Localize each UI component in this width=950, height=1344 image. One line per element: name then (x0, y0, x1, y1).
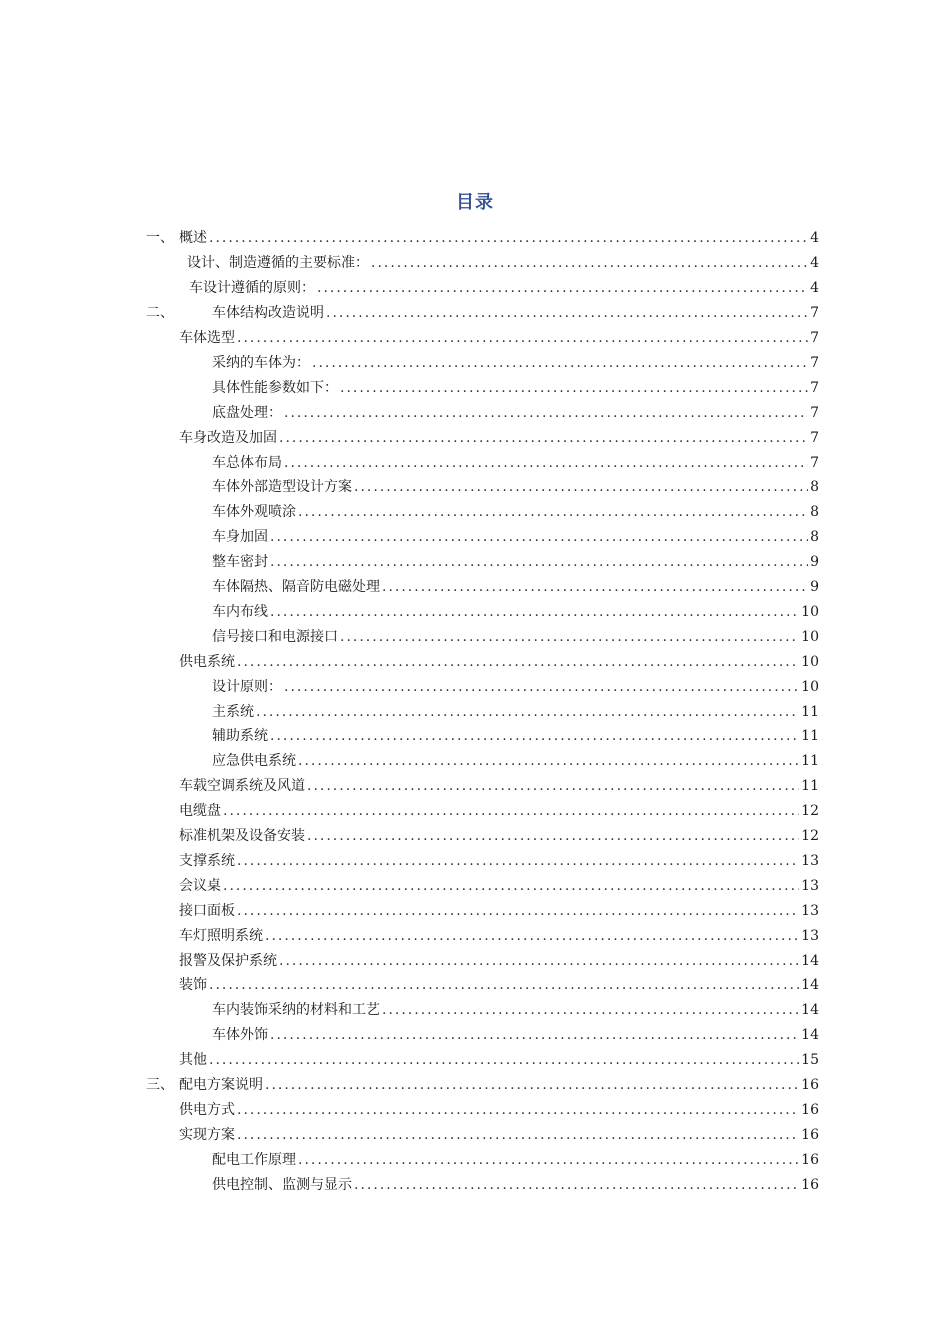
toc-entry[interactable] (0, 1147, 950, 1172)
toc-entry-number: 一、 (146, 230, 174, 247)
toc-entry[interactable] (0, 973, 950, 998)
toc-entry[interactable] (0, 1098, 950, 1123)
toc-entry-label: 车内装饰采纳的材料和工艺 (212, 1002, 380, 1019)
toc-entry[interactable] (0, 849, 950, 874)
dot-leader (298, 505, 808, 519)
toc-entry-line (212, 530, 819, 544)
toc-entry-line (212, 306, 819, 320)
toc-entry-label: 车体结构改造说明 (212, 305, 324, 322)
toc-entry-line (212, 1178, 819, 1192)
toc-entry[interactable] (0, 948, 950, 973)
toc-entry[interactable] (0, 624, 950, 649)
toc-entry-page-number: 10 (801, 628, 819, 645)
toc-entry-line (212, 729, 819, 743)
toc-entry-line (212, 680, 819, 694)
toc-entry-page-number: 10 (801, 653, 819, 670)
toc-entry[interactable] (0, 475, 950, 500)
toc-entry-line (179, 879, 819, 893)
dot-leader (317, 281, 808, 295)
toc-entry[interactable] (0, 351, 950, 376)
toc-entry-label: 应急供电系统 (212, 753, 296, 770)
toc-entry-label: 会议桌 (179, 877, 221, 894)
toc-entry[interactable] (0, 898, 950, 923)
toc-entry-label: 装饰 (179, 977, 207, 994)
toc-entry-label: 车身加固 (212, 529, 268, 546)
toc-entry-page-number: 7 (810, 354, 819, 371)
toc-entry-number: 二、 (146, 305, 174, 322)
toc-entry-label: 车体外观喷涂 (212, 504, 296, 521)
toc-entry[interactable] (0, 774, 950, 799)
dot-leader (223, 879, 799, 893)
toc-entry-label: 设计原则： (212, 678, 282, 695)
toc-entry-label: 实现方案 (179, 1126, 235, 1143)
toc-entry-page-number: 4 (810, 280, 819, 297)
toc-entry-line (212, 1153, 819, 1167)
toc-entry-label: 车体外部造型设计方案 (212, 479, 352, 496)
toc-entry-page-number: 10 (801, 603, 819, 620)
toc-entry[interactable] (0, 276, 950, 301)
toc-entry-line (179, 231, 819, 245)
page-title: 目录 (456, 192, 494, 213)
toc-entry-label: 设计、制造遵循的主要标准： (187, 255, 369, 272)
dot-leader (371, 256, 808, 270)
dot-leader (237, 1103, 799, 1117)
toc-entry-page-number: 8 (810, 479, 819, 496)
dot-leader (340, 381, 808, 395)
toc-entry-page-number: 11 (801, 778, 819, 795)
toc-entry-label: 辅助系统 (212, 728, 268, 745)
dot-leader (307, 829, 799, 843)
toc-entry-page-number: 9 (810, 554, 819, 571)
toc-entry-page-number: 7 (810, 454, 819, 471)
toc-entry-label: 底盘处理： (212, 404, 282, 421)
toc-entry-line (179, 929, 819, 943)
toc-entry-line (212, 381, 819, 395)
toc-entry-line (212, 630, 819, 644)
toc-entry-page-number: 10 (801, 678, 819, 695)
toc-entry-label: 供电控制、监测与显示 (212, 1176, 352, 1193)
toc-entry-page-number: 14 (801, 977, 819, 994)
toc-entry[interactable] (0, 724, 950, 749)
toc-entry[interactable] (0, 799, 950, 824)
toc-entry-page-number: 16 (801, 1077, 819, 1094)
toc-entry-page-number: 13 (801, 877, 819, 894)
toc-entry-page-number: 16 (801, 1101, 819, 1118)
dot-leader (312, 356, 808, 370)
dot-leader (265, 1078, 799, 1092)
toc-entry-line (179, 431, 819, 445)
toc-entry-line (179, 1103, 819, 1117)
toc-entry-line (179, 779, 819, 793)
toc-entry-label: 车总体布局 (212, 454, 282, 471)
dot-leader (382, 580, 808, 594)
dot-leader (265, 929, 799, 943)
toc-entry-line (212, 1028, 819, 1042)
toc-entry-line (179, 829, 819, 843)
toc-entry-page-number: 14 (801, 952, 819, 969)
toc-entry-label: 支撑系统 (179, 852, 235, 869)
dot-leader (284, 456, 808, 470)
dot-leader (223, 804, 799, 818)
toc-entry-label: 车体隔热、隔音防电磁处理 (212, 579, 380, 596)
toc-entry-page-number: 11 (801, 703, 819, 720)
toc-entry-label: 报警及保护系统 (179, 952, 277, 969)
toc-entry-page-number: 15 (801, 1052, 819, 1069)
toc-entry[interactable] (0, 600, 950, 625)
dot-leader (237, 1128, 799, 1142)
toc-entry-line (212, 505, 819, 519)
toc-entry-page-number: 9 (810, 579, 819, 596)
toc-entry-line (179, 954, 819, 968)
toc-entry-page-number: 7 (810, 330, 819, 347)
toc-entry[interactable] (0, 1048, 950, 1073)
toc-entry-page-number: 11 (801, 753, 819, 770)
toc-entry-label: 车身改造及加固 (179, 429, 277, 446)
dot-leader (237, 904, 799, 918)
toc-entry-page-number: 4 (810, 255, 819, 272)
toc-entry-page-number: 14 (801, 1027, 819, 1044)
toc-entry-page-number: 7 (810, 429, 819, 446)
toc-entry-label: 采纳的车体为： (212, 354, 310, 371)
toc-entry-label: 车内布线 (212, 603, 268, 620)
toc-entry[interactable] (0, 301, 950, 326)
toc-entry[interactable] (0, 226, 950, 251)
toc-entry-label: 主系统 (212, 703, 254, 720)
toc-entry-label: 车设计遵循的原则： (189, 280, 315, 297)
toc-entry-label: 车灯照明系统 (179, 927, 263, 944)
toc-entry-label: 具体性能参数如下： (212, 379, 338, 396)
toc-entry-line (179, 1078, 819, 1092)
toc-entry[interactable] (0, 251, 950, 276)
dot-leader (354, 1178, 799, 1192)
toc-entry-line (187, 256, 819, 270)
toc-entry-page-number: 8 (810, 529, 819, 546)
toc-entry-line (179, 1128, 819, 1142)
toc-entry[interactable] (0, 575, 950, 600)
toc-entry-line (212, 356, 819, 370)
toc-entry-page-number: 7 (810, 404, 819, 421)
dot-leader (298, 1153, 799, 1167)
toc-entry-line (212, 705, 819, 719)
toc-entry-page-number: 12 (801, 803, 819, 820)
toc-entry-page-number: 7 (810, 305, 819, 322)
toc-entry[interactable] (0, 500, 950, 525)
dot-leader (209, 978, 799, 992)
dot-leader (354, 480, 808, 494)
toc-entry[interactable] (0, 824, 950, 849)
toc-entry-line (179, 655, 819, 669)
toc-entry-label: 供电系统 (179, 653, 235, 670)
dot-leader (256, 705, 799, 719)
toc-entry-line (212, 480, 819, 494)
toc-entry[interactable] (0, 326, 950, 351)
toc-entry-line (189, 281, 819, 295)
toc-entry[interactable] (0, 998, 950, 1023)
toc-entry-page-number: 14 (801, 1002, 819, 1019)
dot-leader (270, 530, 808, 544)
toc-entry-label: 车体选型 (179, 330, 235, 347)
toc-entry-label: 标准机架及设备安装 (179, 828, 305, 845)
toc-entry-line (179, 804, 819, 818)
dot-leader (270, 1028, 799, 1042)
toc-entry[interactable] (0, 674, 950, 699)
dot-leader (209, 1053, 799, 1067)
dot-leader (307, 779, 799, 793)
dot-leader (237, 331, 808, 345)
toc-entry-line (179, 1053, 819, 1067)
toc-entry-label: 接口面板 (179, 902, 235, 919)
toc-entry-label: 概述 (179, 230, 207, 247)
toc-entry-label: 电缆盘 (179, 803, 221, 820)
toc-entry-line (179, 978, 819, 992)
toc-entry-page-number: 7 (810, 379, 819, 396)
dot-leader (284, 406, 808, 420)
toc-entry-label: 信号接口和电源接口 (212, 628, 338, 645)
toc-entry[interactable] (0, 450, 950, 475)
toc-entry-page-number: 16 (801, 1126, 819, 1143)
dot-leader (279, 954, 799, 968)
dot-leader (270, 605, 799, 619)
toc-entry-line (179, 854, 819, 868)
toc-entry-line (212, 754, 819, 768)
toc-entry-line (179, 331, 819, 345)
toc-entry-line (212, 456, 819, 470)
dot-leader (284, 680, 799, 694)
toc-entry-page-number: 12 (801, 828, 819, 845)
toc-entry[interactable] (0, 749, 950, 774)
toc-entry-label: 配电工作原理 (212, 1151, 296, 1168)
dot-leader (209, 231, 808, 245)
toc-entry-line (212, 406, 819, 420)
dot-leader (298, 754, 799, 768)
toc-entry-label: 车体外饰 (212, 1027, 268, 1044)
toc-entry[interactable] (0, 1023, 950, 1048)
toc-entry-line (212, 605, 819, 619)
dot-leader (382, 1003, 799, 1017)
toc-entry-label: 配电方案说明 (179, 1077, 263, 1094)
toc-entry-page-number: 13 (801, 852, 819, 869)
toc-entry[interactable] (0, 699, 950, 724)
toc-entry-label: 车载空调系统及风道 (179, 778, 305, 795)
toc-entry-page-number: 8 (810, 504, 819, 521)
toc-entry-page-number: 16 (801, 1151, 819, 1168)
toc-entry-line (212, 1003, 819, 1017)
dot-leader (270, 729, 799, 743)
toc-entry[interactable] (0, 649, 950, 674)
toc-entry-label: 其他 (179, 1052, 207, 1069)
dot-leader (270, 555, 808, 569)
toc-entry[interactable] (0, 1172, 950, 1197)
toc-entry[interactable] (0, 550, 950, 575)
toc-entry[interactable] (0, 1122, 950, 1147)
dot-leader (237, 854, 799, 868)
toc-entry[interactable] (0, 400, 950, 425)
toc-entry[interactable] (0, 525, 950, 550)
toc-entry-line (212, 580, 819, 594)
toc-entry-page-number: 11 (801, 728, 819, 745)
toc-entry[interactable] (0, 375, 950, 400)
dot-leader (340, 630, 799, 644)
dot-leader (279, 431, 808, 445)
toc-entry[interactable] (0, 923, 950, 948)
toc-entry-page-number: 4 (810, 230, 819, 247)
toc-entry-page-number: 13 (801, 902, 819, 919)
toc-entry-number: 三、 (146, 1077, 174, 1094)
toc-entry[interactable] (0, 425, 950, 450)
toc-entry-page-number: 13 (801, 927, 819, 944)
toc-entry-label: 整车密封 (212, 554, 268, 571)
toc-entry[interactable] (0, 873, 950, 898)
toc-entry-line (179, 904, 819, 918)
toc-entry-page-number: 16 (801, 1176, 819, 1193)
toc-entry[interactable] (0, 1073, 950, 1098)
toc-entry-label: 供电方式 (179, 1101, 235, 1118)
dot-leader (326, 306, 808, 320)
toc-entry-line (212, 555, 819, 569)
dot-leader (237, 655, 799, 669)
